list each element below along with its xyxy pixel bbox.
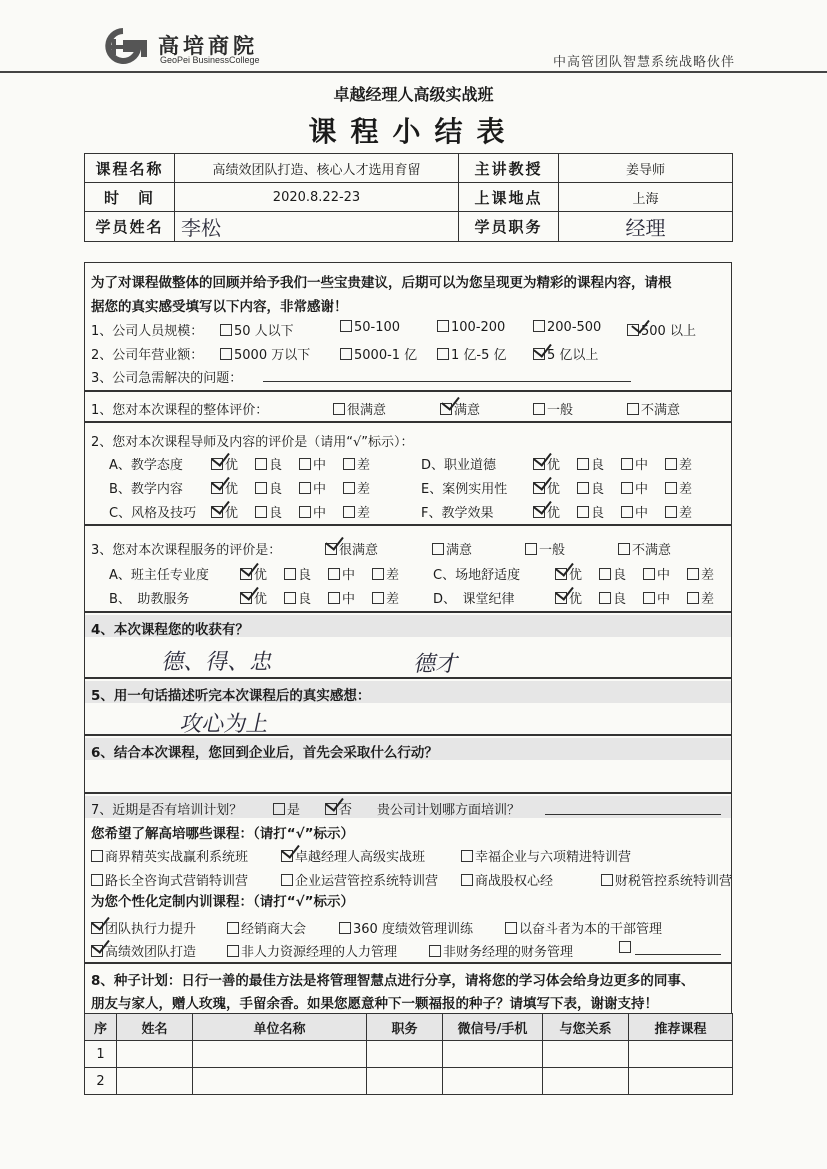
option[interactable] (284, 588, 311, 607)
option[interactable] (284, 564, 311, 583)
checkbox-icon (437, 348, 449, 360)
option[interactable] (505, 918, 662, 937)
overall-eval-section (84, 391, 732, 422)
option-label: 差 (679, 506, 693, 521)
overall-option-3[interactable]: 一般 (533, 399, 573, 418)
option[interactable] (621, 502, 648, 521)
checkbox-icon (643, 568, 655, 580)
option-label: 良 (298, 592, 312, 607)
seed-plan-line-1: 8、种子计划：日行一善的最佳方法是将管理智慧点进行分享，请将您的学习体会给身边更多的同事、 (91, 973, 695, 989)
checkbox-icon (665, 458, 677, 470)
option[interactable] (577, 478, 604, 497)
column-header: 职务 (367, 1014, 443, 1041)
option[interactable] (299, 502, 326, 521)
checkbox-icon (577, 506, 589, 518)
option-label: 优 (569, 568, 583, 583)
checkbox-icon (328, 592, 340, 604)
option[interactable] (665, 454, 692, 473)
header-divider (0, 71, 827, 73)
service-item-right: D、 课堂纪律 (433, 592, 515, 607)
checkbox-icon (299, 506, 311, 518)
checkbox-icon (429, 945, 441, 957)
option-label: 中 (313, 506, 327, 521)
option[interactable] (299, 478, 326, 497)
table-cell[interactable] (443, 1041, 543, 1068)
training-plan-section (84, 793, 732, 963)
option-label: 差 (679, 482, 693, 497)
option-label: 差 (357, 458, 371, 473)
gains-question: 4、本次课程您的收获有？ (91, 622, 249, 638)
overall-option-2[interactable]: 满意 (440, 399, 480, 418)
option-label: 良 (613, 592, 627, 607)
checkbox-icon (220, 348, 232, 360)
checkbox-icon (505, 922, 517, 934)
q-company-problem: 3、公司急需解决的问题： (91, 371, 243, 386)
problem-answer-line[interactable] (263, 381, 631, 382)
checkbox-icon (227, 922, 239, 934)
checkbox-icon (599, 568, 611, 580)
option[interactable] (372, 588, 399, 607)
intro-line-2: 据您的真实感受填写以下内容，非常感谢！ (91, 299, 348, 315)
option-label: 优 (254, 568, 268, 583)
checkbox-icon (621, 506, 633, 518)
checkbox-icon (687, 592, 699, 604)
table-cell[interactable] (443, 1068, 543, 1095)
table-cell[interactable] (193, 1068, 367, 1095)
option[interactable] (577, 502, 604, 521)
option-label: 商界精英实战赢利系统班 (105, 850, 249, 865)
column-header: 与您关系 (543, 1014, 629, 1041)
checkbox-icon (340, 348, 352, 360)
checkbox-icon (91, 850, 103, 862)
course-wish-question: 您希望了解高培哪些课程：（请打“√”标示） (91, 826, 354, 842)
time-value[interactable]: 2020.8.22-23 (175, 183, 459, 212)
row-number: 1 (85, 1041, 117, 1068)
option-label: 良 (591, 458, 605, 473)
revenue-option-1[interactable]: 5000 万以下 (220, 344, 310, 363)
checkbox-icon (533, 320, 545, 332)
checkbox-icon (284, 592, 296, 604)
intro-line-1: 为了对课程做整体的回顾并给予我们一些宝贵建议，后期可以为您呈现更为精彩的课程内容，请根 (91, 275, 672, 291)
row-number: 2 (85, 1068, 117, 1095)
option-label: 良 (591, 482, 605, 497)
checkbox-icon (665, 482, 677, 494)
option-label: 360 度绩效管理训练 (353, 922, 473, 937)
logo-text-en: GeoPei BusinessCollege (160, 55, 260, 65)
course-name-value[interactable]: 高绩效团队打造、核心人才选用育留 (175, 154, 459, 183)
option[interactable] (343, 454, 370, 473)
custom-course-question: 为您个性化定制内训课程：（请打“√”标示） (91, 894, 354, 910)
column-header: 单位名称 (193, 1014, 367, 1041)
training-area-line[interactable] (545, 814, 721, 815)
option-label: 优 (547, 458, 561, 473)
gains-answer-2[interactable]: 德才 (411, 652, 462, 677)
eval-item-left: C、风格及技巧 (109, 506, 197, 521)
column-header: 微信号/手机 (443, 1014, 543, 1041)
option[interactable] (665, 502, 692, 521)
option[interactable] (429, 941, 573, 960)
teacher-eval-question: 2、您对本次课程导师及内容的评价是（请用“√”标示）： (91, 435, 414, 450)
option-label: 优 (547, 482, 561, 497)
option-label: 企业运营管控系统特训营 (295, 874, 439, 889)
eval-item-left: B、教学内容 (109, 482, 183, 497)
option[interactable] (343, 478, 370, 497)
option-label: 差 (701, 592, 715, 607)
option-label: 高绩效团队打造 (105, 945, 197, 960)
option[interactable] (281, 870, 438, 889)
checkbox-icon (227, 945, 239, 957)
size-option-3[interactable]: 100-200 (437, 320, 505, 335)
option-label: 团队执行力提升 (105, 922, 197, 937)
checkbox-icon (220, 324, 232, 336)
checkbox-icon (533, 403, 545, 415)
program-subtitle: 卓越经理人高级实战班 (333, 85, 494, 104)
company-info-section (84, 262, 732, 391)
option-label: 商战股权心经 (475, 874, 554, 889)
seed-table-header (85, 1014, 733, 1041)
feeling-question: 5、用一句话描述听完本次课程后的真实感想： (91, 688, 371, 704)
q-company-revenue: 2、公司年营业额： (91, 348, 204, 363)
table-cell[interactable] (543, 1041, 629, 1068)
option-label: 差 (701, 568, 715, 583)
checkbox-icon (273, 803, 285, 815)
option-label: 经销商大会 (241, 922, 307, 937)
option-label: 良 (269, 458, 283, 473)
table-cell[interactable] (117, 1068, 193, 1095)
checkbox-icon (627, 403, 639, 415)
option[interactable] (665, 478, 692, 497)
overall-option-1[interactable]: 很满意 (333, 399, 386, 418)
option-label: 良 (269, 506, 283, 521)
option-label: 良 (591, 506, 605, 521)
student-position-label: 学员职务 (459, 212, 559, 242)
option-label: 幸福企业与六项精进特训营 (475, 850, 632, 865)
option[interactable] (599, 564, 626, 583)
page-title: 课程小结表 (308, 115, 519, 148)
place-value[interactable]: 上海 (559, 183, 733, 212)
seed-referral-table (84, 1013, 733, 1095)
checkbox-icon (281, 874, 293, 886)
option[interactable] (255, 502, 282, 521)
checkbox-icon (525, 543, 537, 555)
option[interactable] (601, 870, 732, 889)
option-label: 卓越经理人高级实战班 (295, 850, 426, 865)
size-option-5[interactable]: 500 以上 (627, 320, 696, 339)
option-label: 非人力资源经理的人力管理 (241, 945, 398, 960)
place-label: 上课地点 (459, 183, 559, 212)
logo-icon (96, 27, 150, 65)
option[interactable] (343, 502, 370, 521)
action-section (84, 735, 732, 793)
eval-item-left: A、教学态度 (109, 458, 183, 473)
option[interactable] (299, 454, 326, 473)
logo-text-cn: 高培商院 (158, 33, 258, 58)
option-label: 中 (635, 458, 649, 473)
teacher-value[interactable]: 姜导师 (559, 154, 733, 183)
training-area-question: 贵公司计划哪方面培训？ (377, 803, 521, 818)
option-label: 财税管控系统特训营 (615, 874, 733, 889)
checkbox-icon (643, 592, 655, 604)
checkbox-icon (91, 874, 103, 886)
option-label: 差 (386, 592, 400, 607)
option-label: 优 (569, 592, 583, 607)
option[interactable] (687, 588, 714, 607)
table-cell[interactable] (193, 1041, 367, 1068)
checkbox-icon (255, 458, 267, 470)
service-item-left: A、班主任专业度 (109, 568, 209, 583)
service-item-right: C、场地舒适度 (433, 568, 521, 583)
gains-section (84, 612, 732, 678)
overall-question: 1、您对本次课程的整体评价： (91, 403, 269, 418)
checkbox-icon (687, 568, 699, 580)
option[interactable] (461, 846, 631, 865)
option[interactable] (643, 564, 670, 583)
table-cell[interactable] (629, 1041, 733, 1068)
checkbox-icon (461, 850, 473, 862)
service-eval-question: 3、您对本次课程服务的评价是： (91, 543, 282, 558)
option[interactable] (255, 454, 282, 473)
size-option-2[interactable]: 50-100 (340, 320, 400, 335)
checkbox-icon (284, 568, 296, 580)
student-name-label: 学员姓名 (85, 212, 175, 242)
checkbox-icon (621, 458, 633, 470)
option[interactable] (621, 454, 648, 473)
revenue-option-4[interactable]: 5 亿以上 (533, 344, 598, 363)
student-position-cell[interactable] (559, 212, 733, 242)
option[interactable] (372, 564, 399, 583)
option-label: 优 (225, 482, 239, 497)
checkbox-icon (601, 874, 613, 886)
option-label: 中 (313, 458, 327, 473)
option-label: 优 (225, 506, 239, 521)
option-label: 中 (342, 568, 356, 583)
feeling-answer[interactable]: 攻心为上 (177, 712, 272, 737)
size-option-1[interactable]: 50 人以下 (220, 320, 294, 339)
checkbox-icon (665, 506, 677, 518)
table-cell[interactable] (367, 1068, 443, 1095)
checkbox-icon (461, 874, 473, 886)
checkbox-icon (618, 543, 630, 555)
custom-other-option[interactable] (619, 941, 633, 956)
service-eval-section (84, 525, 732, 612)
option-label: 差 (357, 506, 371, 521)
checkbox-icon (343, 458, 355, 470)
revenue-option-2[interactable]: 5000-1 亿 (340, 344, 417, 363)
checkbox-icon (339, 922, 351, 934)
option[interactable] (255, 478, 282, 497)
option-label: 中 (657, 592, 671, 607)
column-header: 推荐课程 (629, 1014, 733, 1041)
revenue-option-3[interactable]: 1 亿-5 亿 (437, 344, 507, 363)
feeling-section (84, 678, 732, 735)
option-label: 良 (269, 482, 283, 497)
option[interactable] (227, 918, 306, 937)
option-label: 中 (635, 482, 649, 497)
checkbox-icon (577, 458, 589, 470)
plan-no-option[interactable]: 否 (325, 799, 352, 818)
option-label: 非财务经理的财务管理 (443, 945, 574, 960)
size-option-4[interactable]: 200-500 (533, 320, 601, 335)
seed-plan-section (84, 963, 732, 1013)
option-label: 中 (635, 506, 649, 521)
option-label: 优 (225, 458, 239, 473)
option[interactable] (461, 870, 553, 889)
checkbox-icon (299, 458, 311, 470)
service-option-2[interactable]: 满意 (432, 539, 472, 558)
seed-plan-line-2: 朋友与家人，赠人玫瑰，手留余香。如果您愿意种下一颗福报的种子？请填写下表，谢谢支持！ (91, 996, 658, 1012)
eval-item-right: D、职业道德 (421, 458, 497, 473)
checkbox-icon (340, 320, 352, 332)
checkbox-icon (333, 403, 345, 415)
option-label: 中 (313, 482, 327, 497)
checkbox-icon (343, 482, 355, 494)
option-label: 差 (357, 482, 371, 497)
action-question: 6、结合本次课程，您回到企业后，首先会采取什么行动？ (91, 745, 438, 761)
course-info-table (84, 153, 733, 242)
option[interactable] (339, 918, 473, 937)
option[interactable] (687, 564, 714, 583)
option-label: 路长全咨询式营销特训营 (105, 874, 249, 889)
option[interactable] (643, 588, 670, 607)
option-label: 良 (298, 568, 312, 583)
option[interactable] (328, 588, 355, 607)
tagline: 中高管团队智慧系统战略伙伴 (552, 55, 735, 70)
checkbox-icon (577, 482, 589, 494)
table-row (85, 1041, 733, 1068)
option[interactable] (91, 846, 248, 865)
table-cell[interactable] (117, 1041, 193, 1068)
option[interactable] (227, 941, 397, 960)
training-plan-question: 7、近期是否有培训计划？ (91, 803, 243, 818)
plan-yes-option[interactable]: 是 (273, 799, 300, 818)
checkbox-icon (328, 568, 340, 580)
option[interactable] (281, 846, 425, 865)
column-header: 序 (85, 1014, 117, 1041)
student-name-value: 李松 (181, 216, 221, 240)
table-cell[interactable] (629, 1068, 733, 1095)
option[interactable] (599, 588, 626, 607)
column-header: 姓名 (117, 1014, 193, 1041)
table-row (85, 1068, 733, 1095)
option[interactable] (328, 564, 355, 583)
checkbox-icon (619, 941, 631, 953)
course-name-label: 课程名称 (85, 154, 175, 183)
service-option-3[interactable]: 一般 (525, 539, 565, 558)
service-item-left: B、 助教服务 (109, 592, 190, 607)
q-company-size: 1、公司人员规模： (91, 324, 204, 339)
option[interactable] (621, 478, 648, 497)
checkbox-icon (432, 543, 444, 555)
checkbox-icon (621, 482, 633, 494)
option-label: 差 (386, 568, 400, 583)
option-label: 良 (613, 568, 627, 583)
service-option-4[interactable]: 不满意 (618, 539, 671, 558)
gains-answer-1[interactable]: 德、得、忠 (159, 650, 276, 675)
service-option-1[interactable]: 很满意 (325, 539, 378, 558)
custom-other-line[interactable] (635, 954, 721, 955)
option-label: 以奋斗者为本的干部管理 (519, 922, 663, 937)
checkbox-icon (255, 506, 267, 518)
checkbox-icon (299, 482, 311, 494)
option-label: 中 (342, 592, 356, 607)
student-position-value: 经理 (625, 216, 666, 240)
student-name-cell[interactable] (175, 212, 459, 242)
checkbox-icon (372, 592, 384, 604)
table-cell[interactable] (367, 1041, 443, 1068)
eval-item-right: F、教学效果 (421, 506, 494, 521)
option-label: 优 (547, 506, 561, 521)
option[interactable] (91, 870, 248, 889)
checkbox-icon (343, 506, 355, 518)
time-label: 时 间 (85, 183, 175, 212)
eval-item-right: E、案例实用性 (421, 482, 508, 497)
option-label: 差 (679, 458, 693, 473)
checkbox-icon (255, 482, 267, 494)
option[interactable] (577, 454, 604, 473)
option-label: 中 (657, 568, 671, 583)
table-cell[interactable] (543, 1068, 629, 1095)
option-label: 优 (254, 592, 268, 607)
teacher-label: 主讲教授 (459, 154, 559, 183)
checkbox-icon (437, 320, 449, 332)
teacher-eval-section (84, 422, 732, 525)
checkbox-icon (372, 568, 384, 580)
overall-option-4[interactable]: 不满意 (627, 399, 680, 418)
checkbox-icon (599, 592, 611, 604)
